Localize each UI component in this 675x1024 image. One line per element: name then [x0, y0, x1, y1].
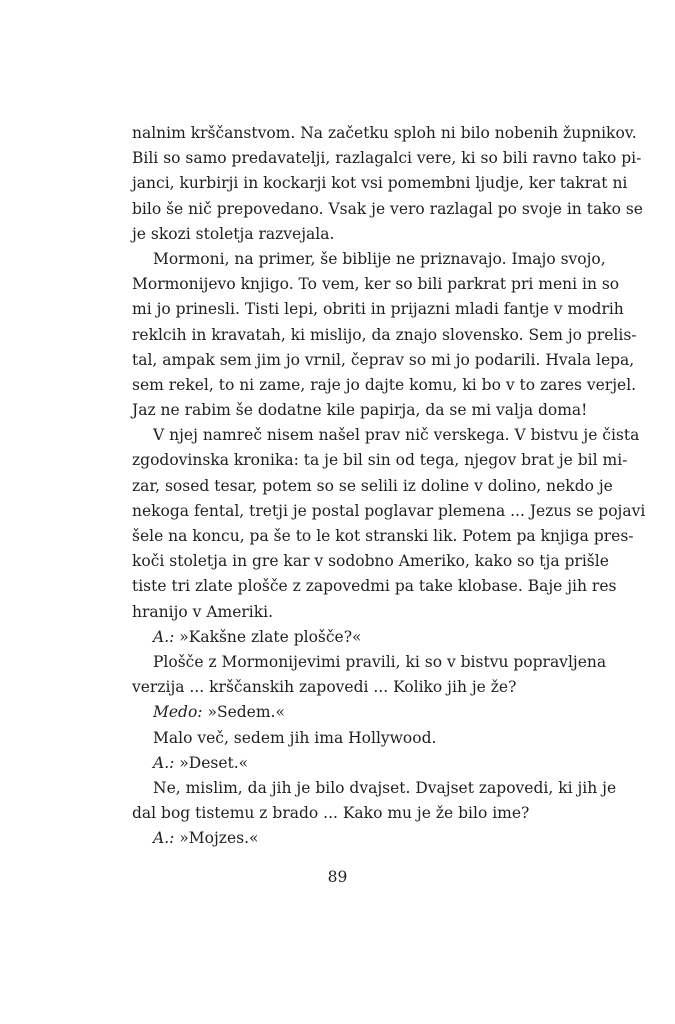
- line-text: »Deset.«: [179, 753, 249, 772]
- paragraph: [132, 776, 617, 826]
- line-text: »Sedem.«: [207, 703, 285, 722]
- text-line: [132, 222, 548, 247]
- line-text: nalnim krščanstvom. Na začetku sploh ni bilo nobenih župnikov.: [132, 124, 637, 142]
- text-line: [132, 197, 643, 222]
- line-text: dal bog tistemu z brado ... Kako mu je že bilo ime?: [132, 804, 530, 823]
- line-text: zar, sosed tesar, potem so se selili iz doline v dolino, nekdo je: [132, 476, 613, 495]
- line-text: Mormonijevo knjigo. To vem, ker so bili parkrat pri meni in so: [132, 275, 620, 294]
- text-line: [132, 776, 617, 801]
- text-line: [132, 171, 628, 196]
- text-line: [132, 146, 642, 171]
- line-text: koči stoletja in gre kar v sodobno Ameriko, kako so tja prišle: [132, 552, 609, 571]
- line-text: tiste tri zlate plošče z zapovedmi pa take klobase. Baje jih res: [132, 577, 617, 596]
- text-line: [132, 625, 548, 650]
- dialogue-line: [132, 700, 548, 725]
- line-text: Plošče z Mormonijevimi pravili, ki so v bistvu popravljena: [153, 652, 607, 671]
- line-text: Bili so samo predavatelji, razlagalci vere, ki so bili ravno tako pi-: [132, 149, 642, 168]
- speaker-name: A.:: [153, 753, 175, 772]
- text-line: [132, 323, 637, 348]
- line-text: Malo več, sedem jih ima Hollywood.: [153, 728, 437, 747]
- text-line: [132, 726, 548, 751]
- text-line: [132, 423, 640, 448]
- line-text: zgodovinska kronika: ta je bil sin od tega, njegov brat je bil mi-: [132, 451, 628, 470]
- line-text: verzija ... krščanskih zapovedi ... Koliko jih je že?: [132, 678, 517, 697]
- text-line: [132, 751, 548, 776]
- speaker-name: Medo:: [153, 703, 203, 722]
- dialogue-line: [132, 826, 548, 851]
- text-line: [132, 121, 637, 146]
- paragraph: [132, 650, 607, 700]
- line-text: nekoga fental, tretji je postal poglavar plemena ... Jezus se pojavi: [132, 501, 646, 520]
- line-text: janci, kurbirji in kockarji kot vsi pomembni ljudje, ker takrat ni: [132, 174, 628, 193]
- paragraph: [132, 423, 646, 625]
- line-text: hranijo v Ameriki.: [132, 602, 274, 621]
- line-text: mi jo prinesli. Tisti lepi, obriti in prijazni mladi fantje v modrih: [132, 300, 624, 319]
- text-line: [132, 524, 634, 549]
- text-line: [132, 574, 617, 599]
- text-line: [132, 801, 548, 826]
- speaker-name: A.:: [153, 627, 175, 646]
- line-text: »Kakšne zlate plošče?«: [179, 627, 362, 646]
- line-text: Ne, mislim, da jih je bilo dvajset. Dvajset zapovedi, ki jih je: [153, 778, 617, 797]
- line-text: Mormoni, na primer, še biblije ne priznavajo. Imajo svojo,: [153, 249, 606, 268]
- line-text: sem rekel, to ni zame, raje jo dajte komu, ki bo v to zares verjel.: [132, 375, 637, 394]
- dialogue-line: [132, 625, 548, 650]
- line-text: bilo še nič prepovedano. Vsak je vero razlagal po svoje in tako se: [132, 199, 643, 218]
- text-line: [132, 297, 624, 322]
- text-line: [132, 650, 607, 675]
- text-line: [132, 675, 548, 700]
- paragraph: [132, 726, 548, 751]
- speaker-name: A.:: [153, 829, 175, 848]
- line-text: šele na koncu, pa še to le kot stranski lik. Potem pa knjiga pres-: [132, 527, 634, 545]
- text-line: [132, 247, 606, 272]
- page-body: [132, 121, 646, 851]
- text-line: [132, 272, 620, 297]
- text-line: [132, 448, 628, 473]
- text-line: [132, 398, 588, 423]
- line-text: V njej namreč nisem našel prav nič verskega. V bistvu je čista: [153, 426, 640, 445]
- dialogue-line: [132, 751, 548, 776]
- paragraph: [132, 247, 637, 423]
- text-line: [132, 373, 637, 398]
- line-text: »Mojzes.«: [179, 829, 259, 848]
- text-line: [132, 700, 548, 725]
- text-line: [132, 826, 548, 851]
- text-line: [132, 499, 646, 524]
- text-line: [132, 348, 635, 373]
- text-line: [132, 474, 613, 499]
- text-line: [132, 549, 609, 574]
- paragraph: [132, 121, 643, 247]
- line-text: reklcih in kravatah, ki mislijo, da znajo slovensko. Sem jo prelis-: [132, 325, 637, 344]
- page-number: 89: [327, 868, 348, 886]
- line-text: tal, ampak sem jim jo vrnil, čeprav so mi jo podarili. Hvala lepa,: [132, 350, 635, 369]
- line-text: Jaz ne rabim še dodatne kile papirja, da se mi valja doma!: [132, 401, 588, 420]
- text-line: [132, 600, 548, 625]
- line-text: je skozi stoletja razvejala.: [132, 224, 335, 243]
